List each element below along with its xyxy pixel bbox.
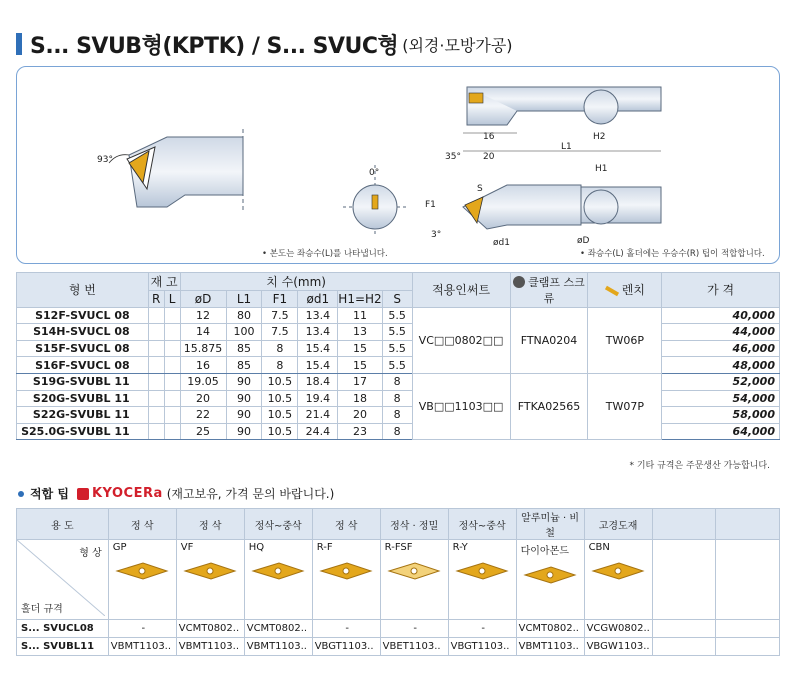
header-d1: ød1 (298, 291, 338, 308)
holder-top-view (97, 129, 243, 213)
header-dims: 치 수(mm) (180, 273, 412, 291)
insert-diamond-icon (523, 565, 577, 585)
wrench-group-2: TW07P (588, 373, 662, 439)
spec-table (16, 272, 780, 440)
header-l: L (164, 291, 180, 308)
tip-shape-diamond: 다이아몬드 (516, 540, 584, 620)
title-main: S... SVUB형(KPTK) / S... SVUC형 (30, 33, 399, 59)
screw-group-1: FTNA0204 (510, 307, 588, 373)
insert-ry-icon (455, 561, 509, 581)
header-l1: L1 (226, 291, 262, 308)
tips-shape-header: 형 상 홀더 규격 (17, 540, 109, 620)
custom-order-note: * 기타 규격은 주문생산 가능합니다. (629, 461, 770, 471)
angle-0-label: 0° (369, 168, 380, 178)
d-label: øD (577, 236, 590, 246)
wrench-icon (605, 286, 619, 296)
tips-use-header: 용 도 (17, 509, 109, 540)
header-price: 가 격 (662, 273, 780, 308)
s-label: S (477, 184, 483, 194)
tips-table: 용 도 정 삭 정 삭 정삭~중삭 정 삭 정삭 · 정밀 정삭~중삭 알루미늄 · 비철 고경도재 형 상 홀더 규격 GP VF HQ R-F R-FSF R-Y 다이아몬드 CBN S... SVUCL08 - VCMT0802.. VCMT0802.. - - - VCMT0802.. VCGW0802.. S... SVUBL11 VBMT1103.. VBMT1103.. VBMT1103.. VBGT1103.. VBET1103.. VBGT1103.. VBMT1103.. VBGW1103.. (16, 508, 780, 656)
header-insert: 적용인써트 (412, 273, 510, 308)
screw-icon (513, 276, 525, 288)
kyocera-logo: KYOCERa (77, 486, 163, 501)
table-row: S25.0G-SVUBL 11 25 90 10.5 24.4 23 8 64,000 (17, 423, 780, 440)
page-title (16, 30, 513, 58)
insert-rf-icon (319, 561, 373, 581)
h1-label: H1 (595, 164, 608, 174)
insert-gp-icon (115, 561, 169, 581)
technical-drawing-panel (16, 66, 780, 264)
tip-shape-cbn: CBN (584, 540, 652, 620)
table-row: S... SVUBL11 VBMT1103.. VBMT1103.. VBMT1103.. VBGT1103.. VBET1103.. VBGT1103.. VBMT1103.. VBGW1103.. (17, 638, 780, 656)
tip-shape-rfsf: R-FSF (380, 540, 448, 620)
title-accent-bar (16, 33, 22, 55)
holder-end-view (343, 165, 409, 237)
holder-side-view-top (463, 87, 661, 142)
tip-shape-ry: R-Y (448, 540, 516, 620)
h2-label: H2 (593, 132, 606, 142)
table-row: S19G-SVUBL 11 19.05 90 10.5 18.4 17 8 VB□□1103□□ FTKA02565 TW07P 52,000 (17, 373, 780, 390)
header-screw: 클램프 스크류 (510, 273, 588, 308)
drawing-note-left: • 본도는 좌승수(L)를 나타냅니다. (262, 249, 388, 259)
title-sub: (외경·모방가공) (402, 35, 513, 55)
angle-3-label: 3° (431, 230, 442, 240)
dim-16-label: 16 (483, 132, 495, 142)
wrench-group-1: TW06P (588, 307, 662, 373)
dim-20-label: 20 (483, 152, 495, 162)
header-d: øD (180, 291, 226, 308)
insert-cbn-icon (591, 561, 645, 581)
d1-label: ød1 (493, 238, 510, 248)
insert-group-2: VB□□1103□□ (412, 373, 510, 439)
header-f1: F1 (262, 291, 298, 308)
screw-group-2: FTKA02565 (510, 373, 588, 439)
insert-rfsf-icon (387, 561, 441, 581)
header-model: 형 번 (17, 273, 149, 308)
table-row: S12F-SVUCL 08 12 80 7.5 13.4 11 5.5 VC□□0802□□ FTNA0204 TW06P 40,000 (17, 307, 780, 324)
drawing-note-right: • 좌승수(L) 홀더에는 우승수(R) 팁이 적합합니다. (580, 249, 765, 259)
angle-93-label: 93° (97, 155, 113, 165)
kyocera-mark-icon (77, 488, 89, 500)
insert-hq-icon (251, 561, 305, 581)
tips-title: 적합 팁 (30, 487, 69, 501)
header-wrench: 렌치 (588, 273, 662, 308)
header-r: R (148, 291, 164, 308)
table-row: S16F-SVUCL 08 16 85 8 15.4 15 5.5 48,000 (17, 357, 780, 374)
header-s: S (382, 291, 412, 308)
tip-shape-vf: VF (176, 540, 244, 620)
insert-vf-icon (183, 561, 237, 581)
header-stock: 재 고 (148, 273, 180, 291)
tip-shape-hq: HQ (244, 540, 312, 620)
l1-label: L1 (561, 142, 572, 152)
technical-drawing (17, 67, 781, 265)
tips-note: (재고보유, 가격 문의 바랍니다.) (166, 487, 335, 501)
table-row: S15F-SVUCL 08 15.875 85 8 15.4 15 5.5 46,000 (17, 340, 780, 357)
f1-label: F1 (425, 200, 436, 210)
header-h: H1=H2 (338, 291, 382, 306)
bullet-icon (18, 491, 24, 497)
table-row: S22G-SVUBL 11 22 90 10.5 21.4 20 8 58,000 (17, 407, 780, 424)
angle-35-label: 35° (445, 152, 461, 162)
tips-heading (18, 485, 334, 502)
tip-shape-gp: GP (108, 540, 176, 620)
insert-group-1: VC□□0802□□ (412, 307, 510, 373)
holder-side-view-bottom (425, 142, 661, 248)
table-row: S20G-SVUBL 11 20 90 10.5 19.4 18 8 54,000 (17, 390, 780, 407)
table-row: S14H-SVUCL 08 14 100 7.5 13.4 13 5.5 44,000 (17, 324, 780, 341)
table-row: S... SVUCL08 - VCMT0802.. VCMT0802.. - - - VCMT0802.. VCGW0802.. (17, 620, 780, 638)
tip-shape-rf: R-F (312, 540, 380, 620)
